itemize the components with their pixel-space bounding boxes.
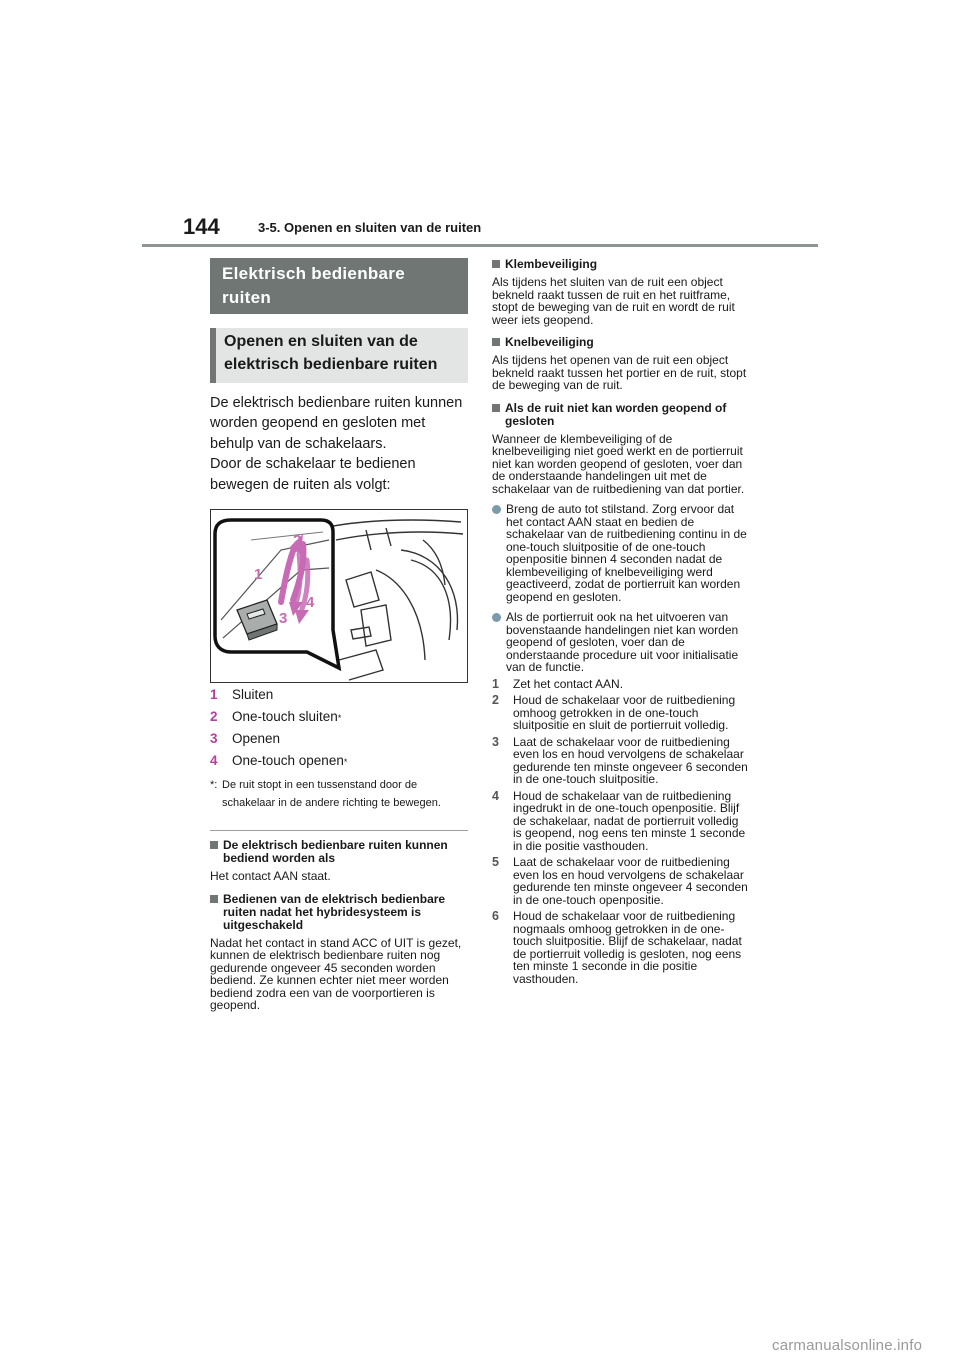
bullet-text: Breng de auto tot stilstand. Zorg ervoor dat het contact AAN staat en bedien de schakelaar van de ruitbediening continu in de one-touch sluitpositie of de one-touch openpositie binnen 4 seconden nadat de klembeveiliging of knelbeveiliging werd geactiveerd, zodat de portierruit kan worden geopend en gesloten. [506,502,747,604]
step-text: Houd de schakelaar voor de ruitbediening omhoog getrokken in de one-touch sluitpositie en sluit de portierruit volledig. [513,693,736,732]
step-item [492,910,750,985]
figure-legend [210,687,468,812]
legend-asterisk: * [343,757,348,768]
note-body: Wanneer de klembeveiliging of de knelbeveiliging niet goed werkt en de portierruit niet kan worden geopend of gesloten, voer dan de onderstaande handelingen uit met de schakelaar van de ruitbediening van dat portier. [492,431,745,496]
note-body: Het contact AAN staat. [210,869,331,884]
step-number: 1 [492,676,499,691]
legend-number: 2 [210,709,218,725]
legend-label: Sluiten [232,687,274,703]
procedure-steps [492,678,750,986]
note-heading-text: Bedienen van de elektrisch bedienbare ruiten nadat het hybridesysteem is uitgeschakeld [223,891,446,932]
chapter-title: 3-5. Openen en sluiten van de ruiten [258,220,482,235]
step-text: Laat de schakelaar voor de ruitbediening even los en houd vervolgens de schakelaar gedurende ten minste ongeveer 6 seconden in de one-touch sluitpositie. [513,734,748,786]
page-number: 144 [183,214,220,239]
legend-item [210,687,468,709]
note-heading [492,258,750,271]
note-heading [492,402,750,428]
bullet-text: Als de portierruit ook na het uitvoeren van bovenstaande handelingen niet kan worden geopend of gesloten, voer dan de onderstaande procedure uit voor initialisatie van de functie. [506,610,739,674]
step-text: Houd de schakelaar voor de ruitbediening nogmaals omhoog getrokken in de one-touch sluitpositie. Blijf de schakelaar, nadat de portierruit volledig is gesloten, nog eens ten minste 1 seconde in die positie vasthouden. [513,909,742,986]
legend-label: One-touch sluiten [232,709,338,725]
square-bullet-icon [210,841,218,849]
legend-number: 4 [210,753,218,769]
legend-label: Openen [232,731,281,747]
notes-divider [210,830,468,831]
legend-label: One-touch openen [232,753,344,769]
window-switch-illustration [210,509,468,683]
square-bullet-icon [492,260,500,268]
step-item [492,856,750,906]
subsection-title: Openen en sluiten van de elektrisch bedienbare ruiten [210,328,468,383]
square-bullet-icon [492,338,500,346]
step-number: 6 [492,909,499,923]
note-heading-text: Als de ruit niet kan worden geopend of gesloten [505,400,727,428]
legend-number: 1 [210,687,218,703]
footnote [210,777,468,812]
intro-text [210,393,468,495]
callout-3: 3 [279,610,288,628]
left-column [210,258,468,1012]
step-item [492,678,750,691]
step-number: 3 [492,734,499,749]
intro-paragraph: De elektrisch bedienbare ruiten kunnen worden geopend en gesloten met behulp van de schakelaars. [210,395,463,452]
note-heading-text: Klembeveiliging [505,257,598,271]
circle-bullet-icon [492,505,501,514]
legend-asterisk: * [337,713,342,724]
intro-paragraph: Door de schakelaar te bedienen bewegen de ruiten als volgt: [210,456,416,493]
callout-2: 2 [293,532,302,550]
step-item [492,694,750,732]
step-number: 5 [492,855,499,869]
note-heading-text: Knelbeveiliging [505,335,594,349]
header-rule [142,244,818,247]
square-bullet-icon [210,895,218,903]
note-body: Nadat het contact in stand ACC of UIT is gezet, kunnen de elektrisch bedienbare ruiten nog gedurende ongeveer 45 seconden worden bediend. Ze kunnen echter niet meer worden bediend zodra een van de voorportieren is geopend. [210,935,462,1013]
legend-item [210,709,468,731]
step-text: Houd de schakelaar van de ruitbediening ingedrukt in de one-touch openpositie. Blijf de schakelaar, nadat de portierruit volledig is geopend, nog eens ten minste 1 seconde in die positie vasthouden. [513,788,746,853]
note-heading-text: De elektrisch bedienbare ruiten kunnen bediend worden als [223,838,448,866]
note-heading [492,336,750,349]
switch-drawing [211,510,467,682]
note-body: Als tijdens het openen van de ruit een object bekneld raakt tussen het portier en de ruit, stopt de beweging van de ruit. [492,353,747,392]
callout-4: 4 [306,594,315,612]
watermark-link[interactable]: carmanualsonline.info [772,1337,923,1354]
footnote-text: De ruit stopt in een tussenstand door de schakelaar in de andere richting te bewegen. [222,779,441,809]
step-text: Zet het contact AAN. [513,676,624,691]
step-number: 4 [492,788,499,803]
callout-1: 1 [254,566,263,584]
square-bullet-icon [492,404,500,412]
step-item [492,790,750,853]
note-heading [210,839,468,865]
section-title: Elektrisch bedienbare ruiten [210,258,468,314]
footnote-mark: *: [210,779,218,792]
right-column [492,258,750,985]
bullet-item [492,611,750,674]
step-item [492,736,750,786]
legend-item [210,731,468,753]
step-number: 2 [492,693,499,707]
legend-item [210,753,468,775]
bullet-item [492,503,750,603]
step-text: Laat de schakelaar voor de ruitbediening even los en houd vervolgens de schakelaar gedurende ten minste ongeveer 4 seconden in de one-touch openpositie. [513,855,748,907]
circle-bullet-icon [492,613,501,622]
legend-number: 3 [210,731,218,747]
note-heading [210,893,468,932]
note-body: Als tijdens het sluiten van de ruit een object bekneld raakt tussen de ruit en het ruitframe, stopt de beweging van de ruit en wordt de ruit weer iets geopend. [492,275,735,327]
